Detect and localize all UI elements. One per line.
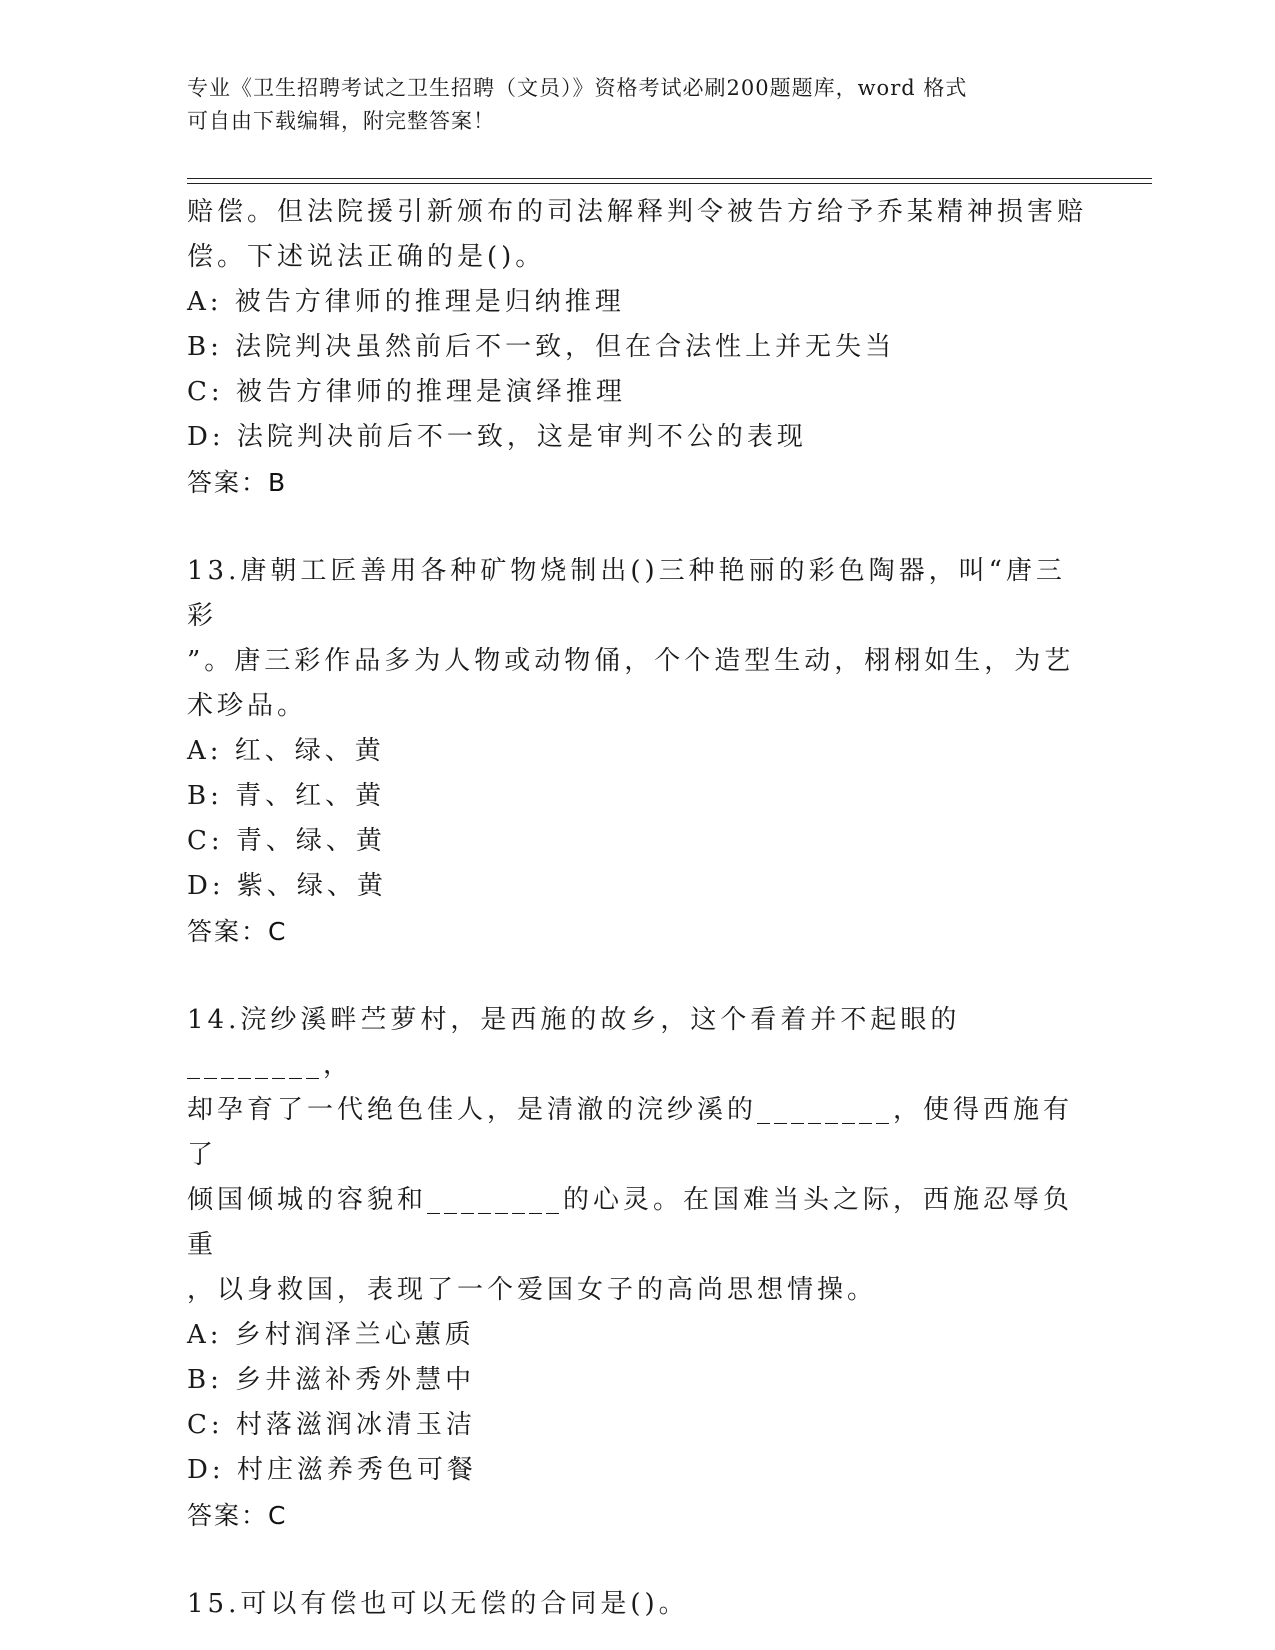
question-stem-line: 偿。下述说法正确的是()。	[187, 242, 546, 272]
answer: 答案：B	[187, 468, 288, 497]
header-divider-bottom	[187, 183, 1152, 184]
question-15	[187, 1582, 1087, 1627]
question-stem-line: 14.浣纱溪畔苎萝村，是西施的故乡，这个看着并不起眼的________，	[187, 1005, 961, 1080]
question-13	[187, 549, 1087, 954]
option-a: A: 被告方律师的推理是归纳推理	[187, 287, 625, 317]
header-divider-top	[187, 178, 1152, 179]
header-line-1: 专业《卫生招聘考试之卫生招聘（文员）》资格考试必刷200题题库，word 格式	[187, 76, 968, 100]
answer: 答案：C	[187, 917, 288, 946]
option-c: C: 村落滋润冰清玉洁	[187, 1410, 476, 1440]
option-b: B: 乡井滋补秀外慧中	[187, 1365, 476, 1395]
option-c: C: 被告方律师的推理是演绎推理	[187, 377, 626, 407]
question-content	[187, 190, 1087, 1627]
question-stem-line: 15.可以有偿也可以无偿的合同是()。	[187, 1589, 689, 1619]
option-a: A: 红、绿、黄	[187, 736, 385, 766]
question-stem-line: 13.唐朝工匠善用各种矿物烧制出()三种艳丽的彩色陶器，叫“唐三彩	[187, 556, 1066, 631]
option-c: C: 青、绿、黄	[187, 826, 386, 856]
option-d: D: 法院判决前后不一致，这是审判不公的表现	[187, 422, 807, 452]
question-stem-line: 倾国倾城的容貌和________的心灵。在国难当头之际，西施忍辱负重	[187, 1185, 1074, 1260]
option-b: B: 青、红、黄	[187, 781, 386, 811]
option-a: A: 乡村润泽兰心蕙质	[187, 1320, 475, 1350]
question-stem-line: 赔偿。但法院援引新颁布的司法解释判令被告方给予乔某精神损害赔	[187, 197, 1088, 227]
answer: 答案：C	[187, 1501, 288, 1530]
question-stem-line: ，以身救国，表现了一个爱国女子的高尚思想情操。	[187, 1275, 878, 1305]
option-b: B: 法院判决虽然前后不一致，但在合法性上并无失当	[187, 332, 896, 362]
header-line-2: 可自由下载编辑，附完整答案！	[187, 109, 495, 133]
option-d: D: 村庄滋养秀色可餐	[187, 1455, 477, 1485]
question-stem-line: 却孕育了一代绝色佳人，是清澈的浣纱溪的________，使得西施有了	[187, 1095, 1074, 1170]
question-12	[187, 190, 1087, 505]
question-14	[187, 998, 1087, 1538]
question-stem-line: 术珍品。	[187, 691, 308, 721]
document-header	[187, 72, 1067, 138]
question-stem-line: ”。唐三彩作品多为人物或动物俑，个个造型生动，栩栩如生，为艺	[187, 646, 1075, 676]
option-d: D: 紫、绿、黄	[187, 871, 387, 901]
